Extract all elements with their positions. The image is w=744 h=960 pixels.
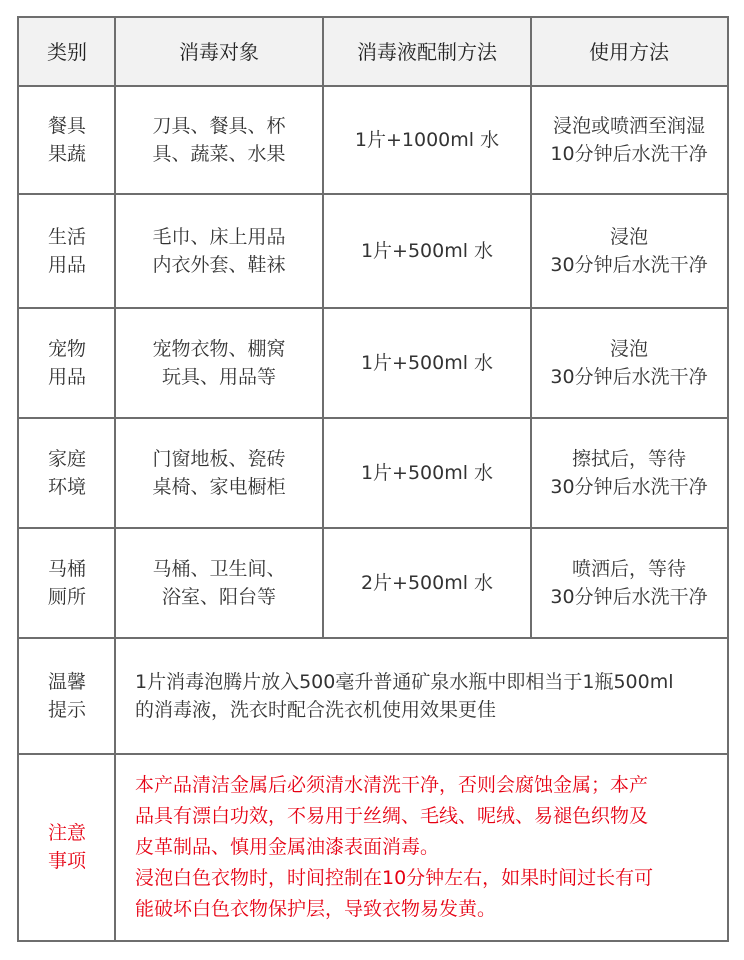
row-divider [19, 527, 727, 529]
row-3-preparation: 1片+500ml 水 [360, 352, 494, 374]
row-3-target: 宠物衣物、棚窝 玩具、用品等 [152, 338, 286, 388]
row-5-category: 马桶 厕所 [47, 558, 86, 608]
row-4-preparation: 1片+500ml 水 [360, 462, 494, 484]
header-usage: 使用方法 [531, 18, 727, 86]
column-divider [322, 18, 324, 638]
row-divider [19, 753, 727, 755]
row-2-usage: 浸泡 30分钟后水洗干净 [550, 226, 708, 276]
header-preparation: 消毒液配制方法 [323, 18, 531, 86]
row-divider [19, 193, 727, 195]
row-4-target: 门窗地板、瓷砖 桌椅、家电橱柜 [152, 448, 286, 498]
disinfection-table [17, 16, 729, 942]
row-3-usage: 浸泡 30分钟后水洗干净 [550, 338, 708, 388]
notes-text: 本产品清洁金属后必须清水清洗干净，否则会腐蚀金属；本产 品具有漂白功效，不易用于丝绸、毛线、呢绒、易褪色织物及 皮革制品、慎用金属油漆表面消毒。 浸泡白色衣物时，时间控制在10分钟左右，如果时间过长有可 能破坏白色衣物保护层，导致衣物易发黄。 [135, 773, 654, 920]
row-1-category: 餐具 果蔬 [47, 115, 86, 165]
row-2-category: 生活 用品 [47, 226, 86, 276]
tips-text: 1片消毒泡腾片放入500毫升普通矿泉水瓶中即相当于1瓶500ml 的消毒液，洗衣时配合洗衣机使用效果更佳 [135, 671, 674, 721]
row-5-preparation: 2片+500ml 水 [360, 572, 494, 594]
row-4-usage: 擦拭后，等待 30分钟后水洗干净 [550, 448, 708, 498]
row-divider [19, 307, 727, 309]
row-1-usage: 浸泡或喷洒至润湿 10分钟后水洗干净 [550, 115, 708, 165]
row-2-preparation: 1片+500ml 水 [360, 240, 494, 262]
tips-label: 温馨 提示 [47, 671, 86, 721]
header-target: 消毒对象 [115, 18, 323, 86]
row-divider [19, 85, 727, 87]
notes-label: 注意 事项 [47, 822, 86, 872]
row-divider [19, 417, 727, 419]
row-5-target: 马桶、卫生间、 浴室、阳台等 [152, 558, 286, 608]
row-1-target: 刀具、餐具、杯 具、蔬菜、水果 [152, 115, 286, 165]
column-divider [114, 18, 116, 940]
column-divider [530, 18, 532, 638]
row-3-category: 宠物 用品 [47, 338, 86, 388]
row-divider [19, 637, 727, 639]
row-2-target: 毛巾、床上用品 内衣外套、鞋袜 [152, 226, 286, 276]
row-5-usage: 喷洒后，等待 30分钟后水洗干净 [550, 558, 708, 608]
row-1-preparation: 1片+1000ml 水 [354, 129, 500, 151]
header-category: 类别 [19, 18, 115, 86]
row-4-category: 家庭 环境 [47, 448, 86, 498]
